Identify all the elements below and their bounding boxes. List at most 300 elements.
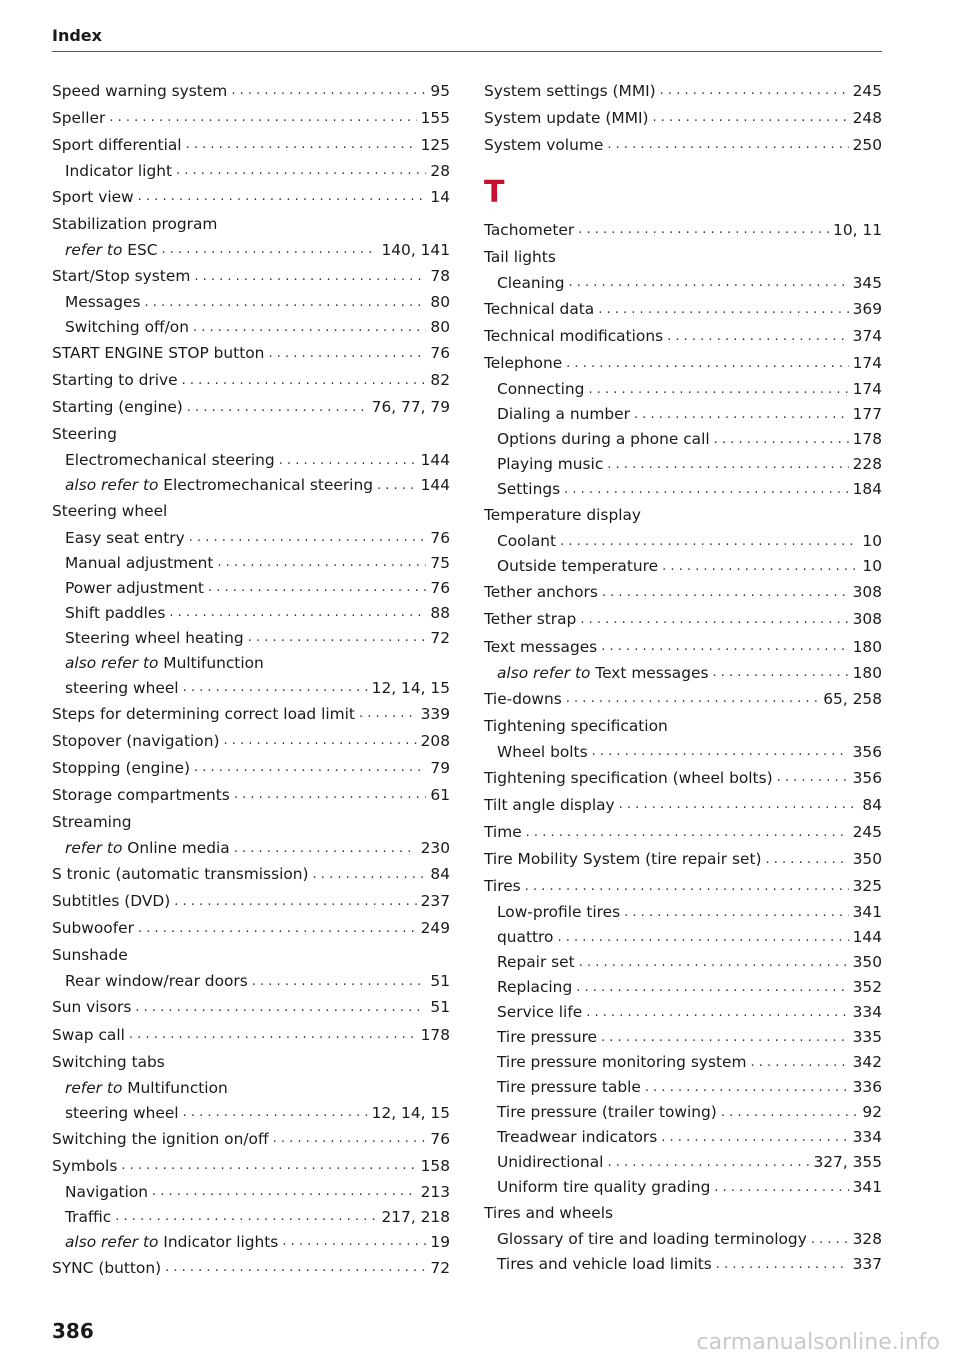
entry-label: Technical modifications xyxy=(484,327,664,346)
entry-label: Tail lights xyxy=(484,247,556,266)
entry-page[interactable]: 352 xyxy=(852,978,882,997)
entry-page[interactable]: 82 xyxy=(430,371,450,390)
entry-page[interactable]: 350 xyxy=(852,850,882,869)
index-entry xyxy=(52,1021,450,1048)
entry-label: Unidirectional xyxy=(497,1153,604,1172)
dot-leader xyxy=(377,478,417,493)
entry-page[interactable]: 350 xyxy=(852,953,882,972)
entry-term xyxy=(497,274,564,292)
entry-page[interactable]: 174 xyxy=(852,380,882,399)
index-entry xyxy=(484,606,882,633)
index-entry xyxy=(484,791,882,818)
entry-label: Telephone xyxy=(484,354,563,373)
dot-leader xyxy=(268,346,426,361)
entry-page[interactable]: 61 xyxy=(430,785,450,804)
entry-term xyxy=(484,638,597,656)
index-entry xyxy=(484,846,882,873)
dot-leader xyxy=(607,1155,809,1170)
entry-label: Tire pressure xyxy=(497,1028,598,1047)
dot-leader xyxy=(586,1005,848,1020)
entry-label: Tires xyxy=(484,877,521,896)
entry-page[interactable]: 144 xyxy=(420,476,450,495)
entry-page[interactable]: 140, 141 xyxy=(381,240,450,259)
dot-leader xyxy=(713,665,849,680)
index-entry xyxy=(52,994,450,1021)
dot-leader xyxy=(313,867,427,882)
cross-reference-label: also refer to xyxy=(65,653,159,672)
index-entry xyxy=(484,377,882,402)
entry-page[interactable]: 228 xyxy=(852,455,882,474)
dot-leader xyxy=(138,921,417,936)
index-entry xyxy=(52,473,450,498)
cross-reference-label: also refer to xyxy=(65,476,159,495)
entry-page[interactable]: 12, 14, 15 xyxy=(371,678,450,697)
entry-page[interactable]: 84 xyxy=(862,795,882,814)
index-column-left xyxy=(52,77,450,1281)
entry-label: Wheel bolts xyxy=(497,742,588,761)
index-entry xyxy=(52,367,450,394)
entry-label: Streaming xyxy=(52,812,132,831)
index-entry xyxy=(484,350,882,377)
index-entry xyxy=(52,942,450,969)
entry-term xyxy=(65,972,248,990)
dot-leader xyxy=(183,680,368,695)
entry-page[interactable]: 245 xyxy=(852,823,882,842)
dot-leader xyxy=(121,1158,416,1173)
entry-term xyxy=(65,1233,278,1251)
entry-term xyxy=(52,892,170,910)
dot-leader xyxy=(109,110,416,125)
dot-leader xyxy=(138,189,427,204)
entry-label: Stopping (engine) xyxy=(52,758,190,777)
dot-leader xyxy=(750,1055,848,1070)
entry-term xyxy=(52,371,178,389)
entry-term xyxy=(65,1079,228,1097)
index-entry xyxy=(52,754,450,781)
entry-term xyxy=(65,604,165,622)
entry-page[interactable]: 10 xyxy=(862,557,882,576)
entry-page[interactable]: 144 xyxy=(852,928,882,947)
entry-label: Indicator light xyxy=(65,161,173,180)
entry-page[interactable]: 208 xyxy=(420,731,450,750)
dot-leader xyxy=(165,1260,426,1275)
entry-label: Temperature display xyxy=(484,506,642,525)
dot-leader xyxy=(598,302,848,317)
entry-page[interactable]: 51 xyxy=(430,972,450,991)
index-entry xyxy=(52,1152,450,1179)
entry-label: Switching tabs xyxy=(52,1052,165,1071)
entry-label: Outside temperature xyxy=(497,557,659,576)
entry-label: Technical data xyxy=(484,300,595,319)
entry-label: Power adjustment xyxy=(65,578,204,597)
entry-page[interactable]: 76 xyxy=(430,344,450,363)
entry-label: Steering wheel heating xyxy=(65,628,244,647)
dot-leader xyxy=(566,356,848,371)
entry-page[interactable]: 245 xyxy=(852,81,882,100)
index-entry xyxy=(52,131,450,158)
dot-leader xyxy=(564,482,848,497)
entry-term xyxy=(65,476,373,494)
index-entry xyxy=(52,550,450,575)
entry-page[interactable]: 178 xyxy=(852,430,882,449)
entry-label: Traffic xyxy=(65,1207,112,1226)
entry-page[interactable]: 327, 355 xyxy=(813,1153,882,1172)
dot-leader xyxy=(714,432,849,447)
dot-leader xyxy=(359,706,417,721)
entry-page[interactable]: 76, 77, 79 xyxy=(371,398,450,417)
entry-label: Tires and vehicle load limits xyxy=(497,1255,712,1274)
entry-label: Tether strap xyxy=(484,610,577,629)
dot-leader xyxy=(568,275,848,290)
cross-reference-label: refer to xyxy=(65,1078,123,1097)
entry-term xyxy=(52,1157,117,1175)
dot-leader xyxy=(766,852,849,867)
dot-leader xyxy=(566,691,819,706)
entry-page[interactable]: 180 xyxy=(852,637,882,656)
entry-page[interactable]: 336 xyxy=(852,1078,882,1097)
index-entry xyxy=(484,873,882,900)
entry-page[interactable]: 88 xyxy=(430,603,450,622)
dot-leader xyxy=(661,1130,848,1145)
index-entry xyxy=(484,900,882,925)
dot-leader xyxy=(579,955,849,970)
entry-page[interactable]: 95 xyxy=(430,81,450,100)
entry-term xyxy=(65,579,204,597)
index-entry xyxy=(52,290,450,315)
dot-leader xyxy=(526,825,849,840)
index-entry xyxy=(52,888,450,915)
index-entry xyxy=(52,1254,450,1281)
entry-label: Service life xyxy=(497,1003,583,1022)
entry-page[interactable]: 213 xyxy=(420,1182,450,1201)
entry-label: Treadwear indicators xyxy=(497,1128,658,1147)
entry-term xyxy=(65,1208,111,1226)
dot-leader xyxy=(714,1180,848,1195)
entry-term xyxy=(65,554,213,572)
entry-term xyxy=(52,188,134,206)
index-entry xyxy=(484,1150,882,1175)
entry-term xyxy=(65,241,158,259)
index-entry xyxy=(52,675,450,700)
entry-page[interactable]: 80 xyxy=(430,293,450,312)
entry-term xyxy=(484,327,663,345)
page-header xyxy=(52,26,882,52)
entry-term xyxy=(484,690,562,708)
entry-page[interactable]: 158 xyxy=(420,1156,450,1175)
index-entry xyxy=(52,727,450,754)
entry-label: Multifunction xyxy=(163,653,264,672)
entry-page[interactable]: 230 xyxy=(420,839,450,857)
dot-leader xyxy=(716,1257,849,1272)
dot-leader xyxy=(660,83,849,98)
dot-leader xyxy=(592,744,849,759)
entry-label: Text messages xyxy=(595,663,709,682)
entry-page[interactable]: 217, 218 xyxy=(381,1207,450,1226)
index-entry xyxy=(52,104,450,131)
entry-page[interactable]: 76 xyxy=(430,528,450,547)
dot-leader xyxy=(282,1234,426,1249)
index-entry xyxy=(484,131,882,158)
entry-page[interactable]: 339 xyxy=(420,704,450,723)
entry-label: Storage compartments xyxy=(52,785,230,804)
entry-page[interactable]: 337 xyxy=(852,1255,882,1274)
entry-label: Tightening specification xyxy=(484,716,668,735)
index-entry xyxy=(484,660,882,685)
index-entry xyxy=(484,1025,882,1050)
dot-leader xyxy=(231,83,426,98)
entry-term xyxy=(497,664,709,682)
entry-page[interactable]: 342 xyxy=(852,1053,882,1072)
section-letter: T xyxy=(484,175,505,211)
entry-page[interactable]: 76 xyxy=(430,1129,450,1148)
entry-term xyxy=(497,405,630,423)
entry-term xyxy=(484,136,603,154)
index-entry xyxy=(52,340,450,367)
entry-page[interactable]: 184 xyxy=(852,480,882,499)
entry-page[interactable]: 334 xyxy=(852,1003,882,1022)
entry-page[interactable]: 180 xyxy=(852,663,882,682)
index-entry xyxy=(484,1125,882,1150)
entry-term xyxy=(484,877,521,895)
index-entry xyxy=(52,158,450,183)
index-entry xyxy=(52,1125,450,1152)
entry-page[interactable]: 248 xyxy=(852,108,882,127)
index-entry xyxy=(484,402,882,427)
entry-page[interactable]: 341 xyxy=(852,903,882,922)
entry-term xyxy=(484,506,641,524)
entry-term xyxy=(484,583,598,601)
index-entry xyxy=(52,237,450,262)
entry-page[interactable]: 76 xyxy=(430,578,450,597)
dot-leader xyxy=(721,1105,859,1120)
entry-page[interactable]: 237 xyxy=(420,892,450,911)
entry-label: Stopover (navigation) xyxy=(52,731,220,750)
dot-leader xyxy=(193,320,426,335)
entry-term xyxy=(65,1104,179,1122)
entry-label: Tire pressure (trailer towing) xyxy=(497,1103,717,1122)
entry-label: SYNC (button) xyxy=(52,1258,162,1277)
index-entry xyxy=(52,808,450,835)
entry-term xyxy=(65,529,185,547)
dot-leader xyxy=(115,1209,377,1224)
index-entry xyxy=(484,1200,882,1227)
entry-term xyxy=(52,136,182,154)
index-entry xyxy=(484,925,882,950)
entry-page[interactable]: 249 xyxy=(420,919,450,938)
dot-leader xyxy=(189,530,427,545)
entry-term xyxy=(52,109,105,127)
entry-page[interactable]: 51 xyxy=(430,998,450,1017)
entry-page[interactable]: 341 xyxy=(852,1178,882,1197)
index-entry xyxy=(484,216,882,243)
entry-term xyxy=(52,759,190,777)
entry-term xyxy=(497,1028,597,1046)
dot-leader xyxy=(619,797,859,812)
entry-page[interactable]: 177 xyxy=(852,405,882,424)
entry-term xyxy=(484,823,522,841)
entry-page[interactable]: 79 xyxy=(430,758,450,777)
entry-page[interactable]: 356 xyxy=(852,742,882,761)
entry-label: S tronic (automatic transmission) xyxy=(52,865,309,884)
entry-page[interactable]: 335 xyxy=(852,1028,882,1047)
entry-page[interactable]: 369 xyxy=(852,300,882,319)
entry-page[interactable]: 12, 14, 15 xyxy=(371,1103,450,1122)
dot-leader xyxy=(525,879,849,894)
dot-leader xyxy=(162,242,378,257)
dot-leader xyxy=(811,1232,849,1247)
entry-label: Uniform tire quality grading xyxy=(497,1178,711,1197)
entry-term xyxy=(65,318,189,336)
dot-leader xyxy=(176,163,426,178)
entry-term xyxy=(52,705,355,723)
entry-term xyxy=(497,480,560,498)
entry-term xyxy=(52,919,134,937)
dot-leader xyxy=(152,1184,417,1199)
index-entry xyxy=(484,1175,882,1200)
entry-term xyxy=(497,1053,746,1071)
entry-label: Glossary of tire and loading terminology xyxy=(497,1230,807,1249)
index-entry xyxy=(52,600,450,625)
entry-page[interactable]: 10 xyxy=(862,532,882,551)
dot-leader xyxy=(234,787,427,802)
entry-term xyxy=(497,743,588,761)
entry-page[interactable]: 345 xyxy=(852,273,882,292)
entry-page[interactable]: 72 xyxy=(430,628,450,647)
entry-term xyxy=(484,300,594,318)
entry-page[interactable]: 28 xyxy=(430,161,450,180)
entry-term xyxy=(497,928,553,946)
index-entry xyxy=(484,1252,882,1277)
entry-term xyxy=(52,1026,125,1044)
entry-page[interactable]: 65, 258 xyxy=(823,689,882,708)
entry-term xyxy=(497,1003,582,1021)
dot-leader xyxy=(607,137,848,152)
index-entry xyxy=(484,452,882,477)
entry-term xyxy=(52,425,117,443)
entry-label: Steering wheel xyxy=(52,502,168,521)
entry-term xyxy=(497,1103,717,1121)
index-column-right xyxy=(484,77,882,1277)
entry-label: Subwoofer xyxy=(52,919,134,938)
entry-label: Tires and wheels xyxy=(484,1204,613,1223)
entry-term xyxy=(484,1204,613,1222)
index-entry xyxy=(484,685,882,712)
entry-term xyxy=(52,1259,161,1277)
entry-term xyxy=(52,267,190,285)
entry-label: Sunshade xyxy=(52,946,128,965)
entry-term xyxy=(484,248,556,266)
entry-term xyxy=(497,953,575,971)
entry-label: Sun visors xyxy=(52,998,132,1017)
entry-page[interactable]: 72 xyxy=(430,1258,450,1277)
index-entry xyxy=(52,1204,450,1229)
dot-leader xyxy=(279,453,417,468)
entry-page[interactable]: 14 xyxy=(430,187,450,206)
entry-term xyxy=(52,502,167,520)
entry-label: Speed warning system xyxy=(52,81,228,100)
entry-term xyxy=(497,430,710,448)
entry-label: Online media xyxy=(127,839,230,857)
entry-page[interactable]: 75 xyxy=(430,553,450,572)
entry-label: Settings xyxy=(497,480,561,499)
entry-page[interactable]: 308 xyxy=(852,583,882,602)
index-entry xyxy=(52,1075,450,1100)
entry-term xyxy=(52,398,183,416)
entry-page[interactable]: 80 xyxy=(430,318,450,337)
entry-term xyxy=(52,813,132,831)
dot-leader xyxy=(601,1030,849,1045)
entry-page[interactable]: 178 xyxy=(420,1025,450,1044)
index-entry xyxy=(52,915,450,942)
index-entry xyxy=(52,77,450,104)
index-entry xyxy=(484,739,882,764)
index-entry xyxy=(484,764,882,791)
entry-term xyxy=(52,732,219,750)
entry-page[interactable]: 334 xyxy=(852,1128,882,1147)
dot-leader xyxy=(607,457,848,472)
index-entry xyxy=(484,579,882,606)
index-entry xyxy=(484,529,882,554)
entry-page[interactable]: 155 xyxy=(420,108,450,127)
dot-leader xyxy=(252,974,427,989)
entry-term xyxy=(484,610,576,628)
index-entry xyxy=(484,477,882,502)
entry-label: System update (MMI) xyxy=(484,108,649,127)
entry-page[interactable]: 10, 11 xyxy=(833,220,882,239)
entry-term xyxy=(484,354,562,372)
dot-leader xyxy=(223,733,416,748)
entry-label: Electromechanical steering xyxy=(163,476,373,495)
entry-label: Tightening specification (wheel bolts) xyxy=(484,768,773,787)
entry-page[interactable]: 174 xyxy=(852,354,882,373)
entry-term xyxy=(497,1153,603,1171)
entry-label: Replacing xyxy=(497,978,573,997)
entry-page[interactable]: 92 xyxy=(862,1103,882,1122)
entry-label: Shift paddles xyxy=(65,603,166,622)
dot-leader xyxy=(182,373,427,388)
entry-term xyxy=(484,850,762,868)
entry-label: Switching off/on xyxy=(65,318,189,337)
entry-page[interactable]: 325 xyxy=(852,877,882,896)
entry-page[interactable]: 144 xyxy=(420,451,450,470)
entry-page[interactable]: 328 xyxy=(852,1230,882,1249)
entry-label: Switching the ignition on/off xyxy=(52,1129,269,1148)
dot-leader xyxy=(248,630,427,645)
entry-page[interactable]: 125 xyxy=(420,135,450,154)
entry-page[interactable]: 356 xyxy=(852,768,882,787)
entry-page[interactable]: 78 xyxy=(430,267,450,286)
index-entry xyxy=(52,262,450,289)
entry-page[interactable]: 19 xyxy=(430,1232,450,1251)
entry-term xyxy=(52,998,131,1016)
index-entry xyxy=(52,1179,450,1204)
dot-leader xyxy=(580,612,848,627)
entry-term xyxy=(484,82,656,100)
entry-label: Tilt angle display xyxy=(484,795,615,814)
index-entry xyxy=(52,781,450,808)
entry-page[interactable]: 374 xyxy=(852,327,882,346)
entry-page[interactable]: 308 xyxy=(852,610,882,629)
entry-label: Messages xyxy=(65,293,141,312)
entry-label: ESC xyxy=(127,240,158,259)
page-title: Index xyxy=(52,26,102,45)
index-entry xyxy=(484,323,882,350)
entry-page[interactable]: 250 xyxy=(852,135,882,154)
entry-term xyxy=(497,978,572,996)
entry-label: steering wheel xyxy=(65,1103,179,1122)
entry-page[interactable]: 84 xyxy=(430,865,450,884)
index-entry xyxy=(484,77,882,104)
